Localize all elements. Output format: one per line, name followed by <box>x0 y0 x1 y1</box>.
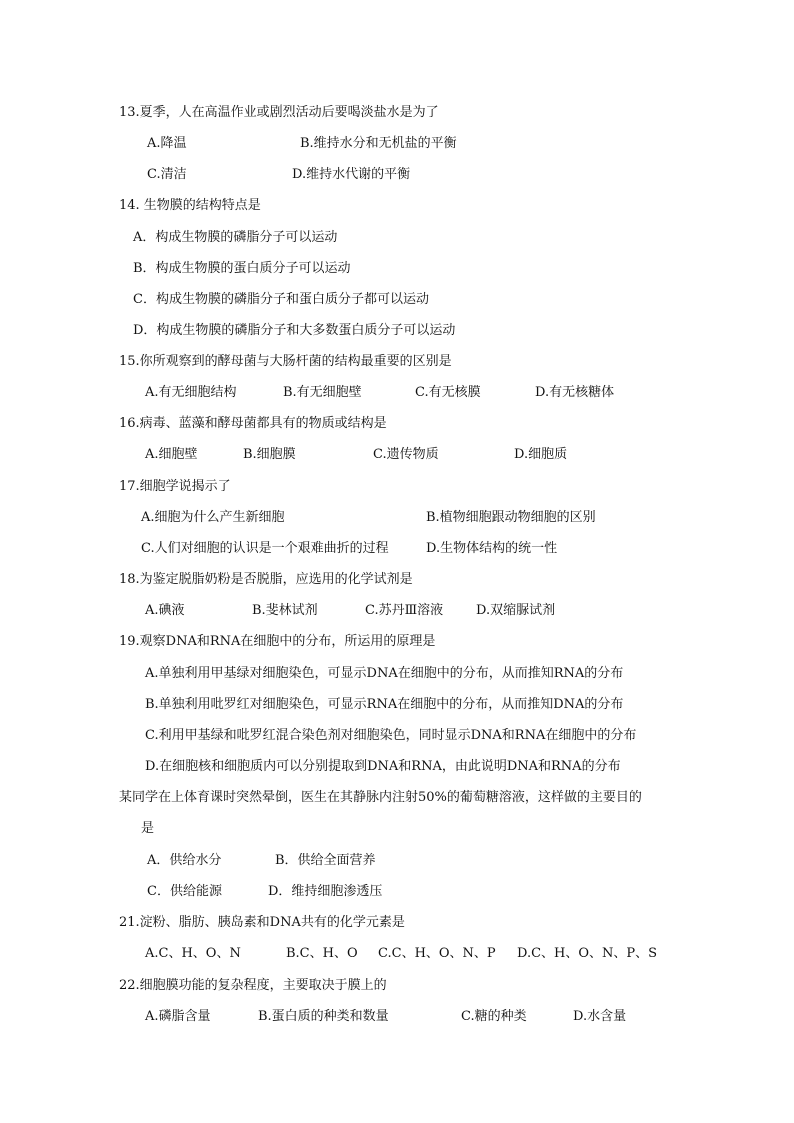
question-16-option-b: B.细胞膜 <box>243 447 296 462</box>
question-16-option-c: C.遗传物质 <box>373 447 439 462</box>
question-17-option-d: D.生物体结构的统一性 <box>426 541 558 556</box>
question-21-option-a: A.C、H、O、N <box>145 946 241 961</box>
question-13-option-b: B.维持水分和无机盐的平衡 <box>300 136 457 151</box>
question-14-stem: 14. 生物膜的结构特点是 <box>119 198 261 213</box>
question-20-option-c: C．供给能源 <box>147 884 222 899</box>
question-18-stem: 18.为鉴定脱脂奶粉是否脱脂，应选用的化学试剂是 <box>119 572 413 587</box>
question-15-option-a: A.有无细胞结构 <box>145 385 237 400</box>
question-16-option-d: D.细胞质 <box>514 447 568 462</box>
question-16-option-a: A.细胞壁 <box>145 447 198 462</box>
question-20-option-d: D．维持细胞渗透压 <box>268 884 383 899</box>
question-19-option-b: B.单独利用吡罗红对细胞染色，可显示RNA在细胞中的分布，从而推知DNA的分布 <box>145 697 624 712</box>
question-13-option-d: D.维持水代谢的平衡 <box>292 167 411 182</box>
question-22-option-c: C.糖的种类 <box>461 1009 527 1024</box>
question-17-option-b: B.植物细胞跟动物细胞的区别 <box>426 510 596 525</box>
question-17-option-a: A.细胞为什么产生新细胞 <box>141 510 285 525</box>
question-17-option-c: C.人们对细胞的认识是一个艰难曲折的过程 <box>141 541 389 556</box>
question-18-option-a: A.碘液 <box>145 603 185 618</box>
question-17-stem: 17.细胞学说揭示了 <box>119 479 231 494</box>
question-15-option-b: B.有无细胞壁 <box>283 385 362 400</box>
question-15-option-d: D.有无核糖体 <box>535 385 615 400</box>
question-21-stem: 21.淀粉、脂肪、胰岛素和DNA共有的化学元素是 <box>119 915 405 930</box>
question-19-option-c: C.利用甲基绿和吡罗红混合染色剂对细胞染色，同时显示DNA和RNA在细胞中的分布 <box>145 728 637 743</box>
question-20-option-a: A．供给水分 <box>147 853 222 868</box>
question-20-stem-continued: 是 <box>141 821 155 836</box>
question-19-option-a: A.单独利用甲基绿对细胞染色，可显示DNA在细胞中的分布，从而推知RNA的分布 <box>145 666 624 681</box>
question-13-option-c: C.清洁 <box>147 167 187 182</box>
question-19-option-d: D.在细胞核和细胞质内可以分别提取到DNA和RNA，由此说明DNA和RNA的分布 <box>145 759 621 774</box>
question-15-option-c: C.有无核膜 <box>415 385 481 400</box>
question-21-option-d: D.C、H、O、N、P、S <box>517 946 658 961</box>
question-14-option-d: D．构成生物膜的磷脂分子和大多数蛋白质分子可以运动 <box>133 323 456 338</box>
question-22-option-a: A.磷脂含量 <box>145 1009 211 1024</box>
question-22-option-b: B.蛋白质的种类和数量 <box>258 1009 389 1024</box>
question-19-stem: 19.观察DNA和RNA在细胞中的分布，所运用的原理是 <box>119 634 436 649</box>
question-22-option-d: D.水含量 <box>573 1009 627 1024</box>
question-20-option-b: B．供给全面营养 <box>275 853 376 868</box>
question-21-option-b: B.C、H、O <box>286 946 358 961</box>
question-21-option-c: C.C、H、O、N、P <box>378 946 496 961</box>
question-20-stem: 某同学在上体育课时突然晕倒，医生在其静脉内注射50%的葡萄糖溶液，这样做的主要目的 <box>119 790 642 805</box>
question-13-option-a: A.降温 <box>147 136 187 151</box>
question-15-stem: 15.你所观察到的酵母菌与大肠杆菌的结构最重要的区别是 <box>119 354 452 369</box>
question-18-option-d: D.双缩脲试剂 <box>476 603 556 618</box>
question-14-option-a: A．构成生物膜的磷脂分子可以运动 <box>133 230 338 245</box>
question-18-option-b: B.斐林试剂 <box>252 603 318 618</box>
question-13-stem: 13.夏季，人在高温作业或剧烈活动后要喝淡盐水是为了 <box>119 105 439 120</box>
question-22-stem: 22.细胞膜功能的复杂程度，主要取决于膜上的 <box>119 978 387 993</box>
question-18-option-c: C.苏丹Ⅲ溶液 <box>365 603 444 618</box>
question-16-stem: 16.病毒、蓝藻和酵母菌都具有的物质或结构是 <box>119 416 387 431</box>
question-14-option-c: C．构成生物膜的磷脂分子和蛋白质分子都可以运动 <box>133 292 429 307</box>
question-14-option-b: B．构成生物膜的蛋白质分子可以运动 <box>133 261 351 276</box>
